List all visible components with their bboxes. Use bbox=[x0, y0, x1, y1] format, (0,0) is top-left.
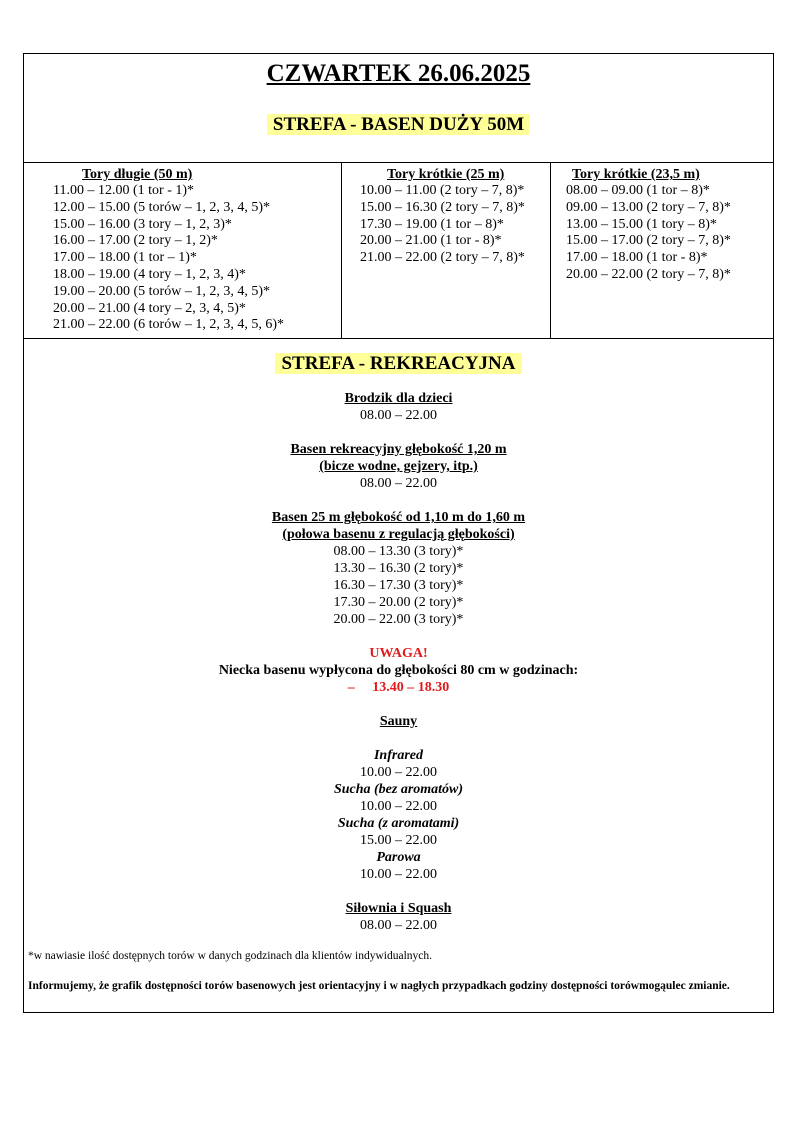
uwaga-text: Niecka basenu wypłycona do głębokości 80 cm w godzinach: bbox=[218, 663, 579, 678]
basen25-row: 16.30 – 17.30 (3 tory)* bbox=[333, 578, 464, 593]
uwaga-hours: 13.40 – 18.30 bbox=[372, 680, 450, 695]
sauna-sucha-bez-hours: 10.00 – 22.00 bbox=[360, 799, 437, 814]
lane-row: 20.00 – 21.00 (4 tory – 2, 3, 4, 5)* bbox=[53, 300, 246, 316]
uwaga-label: UWAGA! bbox=[369, 646, 428, 661]
lane-row: 20.00 – 21.00 (1 tor - 8)* bbox=[360, 233, 502, 249]
sauna-infrared-hours: 10.00 – 22.00 bbox=[360, 765, 437, 780]
brodzik-hours: 08.00 – 22.00 bbox=[360, 408, 437, 423]
sauna-parowa-name: Parowa bbox=[376, 850, 421, 865]
silownia-hours: 08.00 – 22.00 bbox=[360, 918, 437, 933]
lane-row: 21.00 – 22.00 (2 tory – 7, 8)* bbox=[360, 250, 525, 266]
lane-row: 19.00 – 20.00 (5 torów – 1, 2, 3, 4, 5)* bbox=[53, 283, 270, 299]
sauny-title: Sauny bbox=[379, 714, 418, 729]
short235-lanes-heading: Tory krótkie (23,5 m) bbox=[572, 167, 700, 182]
lane-row: 11.00 – 12.00 (1 tor - 1)* bbox=[53, 183, 195, 198]
sauna-parowa-hours: 10.00 – 22.00 bbox=[360, 867, 437, 882]
basen25-row: 13.30 – 16.30 (2 tory)* bbox=[333, 561, 464, 576]
long-lanes-heading: Tory długie (50 m) bbox=[82, 167, 193, 182]
lane-row: 18.00 – 19.00 (4 tory – 1, 2, 3, 4)* bbox=[53, 266, 246, 282]
sauna-sucha-z-name: Sucha (z aromatami) bbox=[337, 816, 460, 831]
lane-row: 21.00 – 22.00 (6 torów – 1, 2, 3, 4, 5, 6)* bbox=[53, 317, 284, 333]
lane-row: 09.00 – 13.00 (2 tory – 7, 8)* bbox=[566, 199, 731, 215]
recreation-section bbox=[24, 390, 773, 934]
lane-row: 12.00 – 15.00 (5 torów – 1, 2, 3, 4, 5)* bbox=[53, 199, 270, 215]
basen-rek-hours: 08.00 – 22.00 bbox=[360, 476, 437, 491]
sauna-infrared-name: Infrared bbox=[373, 748, 423, 763]
info-note: Informujemy, że grafik dostępności torów basenowych jest orientacyjny i w nagłych przypadkach godziny dostępności torówmogąulec zmianie. bbox=[28, 980, 730, 992]
page-title: CZWARTEK 26.06.2025 bbox=[266, 60, 531, 87]
brodzik-title: Brodzik dla dzieci bbox=[344, 391, 453, 406]
lane-row: 08.00 – 09.00 (1 tor – 8)* bbox=[566, 183, 710, 198]
silownia-title: Siłownia i Squash bbox=[345, 901, 452, 916]
zone-big-pool-heading-text: STREFA - BASEN DUŻY 50M bbox=[267, 114, 530, 135]
zone-rekre-heading-text: STREFA - REKREACYJNA bbox=[275, 353, 521, 374]
lane-row: 15.00 – 16.30 (2 tory – 7, 8)* bbox=[360, 199, 525, 215]
lane-row: 17.30 – 19.00 (1 tor – 8)* bbox=[360, 216, 504, 232]
basen25-row: 17.30 – 20.00 (2 tory)* bbox=[333, 595, 464, 610]
sauna-sucha-z-hours: 15.00 – 22.00 bbox=[360, 833, 437, 848]
uwaga-dash: – bbox=[347, 680, 355, 695]
lane-row: 17.00 – 18.00 (1 tor - 8)* bbox=[566, 250, 708, 266]
long-lanes-column bbox=[24, 163, 342, 338]
schedule-frame bbox=[23, 53, 774, 1013]
zone-big-pool-heading bbox=[24, 112, 773, 139]
lane-row: 20.00 – 22.00 (2 tory – 7, 8)* bbox=[566, 266, 731, 282]
short25-lanes-heading: Tory krótkie (25 m) bbox=[387, 167, 505, 182]
notes bbox=[28, 948, 769, 994]
lane-row: 10.00 – 11.00 (2 tory – 7, 8)* bbox=[360, 183, 525, 198]
basen25-title: Basen 25 m głębokość od 1,10 m do 1,60 m bbox=[271, 510, 526, 525]
lane-row: 15.00 – 17.00 (2 tory – 7, 8)* bbox=[566, 233, 731, 249]
short235-lanes-column bbox=[551, 163, 773, 338]
lane-row: 13.00 – 15.00 (1 tory – 8)* bbox=[566, 216, 717, 232]
lane-row: 16.00 – 17.00 (2 tory – 1, 2)* bbox=[53, 233, 218, 249]
lanes-table bbox=[24, 162, 773, 339]
lane-row: 17.00 – 18.00 (1 tor – 1)* bbox=[53, 250, 197, 266]
basen25-row: 20.00 – 22.00 (3 tory)* bbox=[333, 612, 464, 627]
lane-row: 15.00 – 16.00 (3 tory – 1, 2, 3)* bbox=[53, 216, 232, 232]
basen-rek-subtitle: (bicze wodne, gejzery, itp.) bbox=[319, 459, 478, 474]
footnote: *w nawiasie ilość dostępnych torów w danych godzinach dla klientów indywidualnych. bbox=[28, 950, 433, 962]
zone-rekre-heading bbox=[24, 351, 773, 378]
basen-rek-title: Basen rekreacyjny głębokość 1,20 m bbox=[290, 442, 507, 457]
basen25-subtitle: (połowa basenu z regulacją głębokości) bbox=[282, 527, 515, 542]
uwaga-hours-line bbox=[24, 679, 773, 696]
sauna-sucha-bez-name: Sucha (bez aromatów) bbox=[333, 782, 464, 797]
short25-lanes-column bbox=[342, 163, 551, 338]
basen25-row: 08.00 – 13.30 (3 tory)* bbox=[333, 544, 464, 559]
